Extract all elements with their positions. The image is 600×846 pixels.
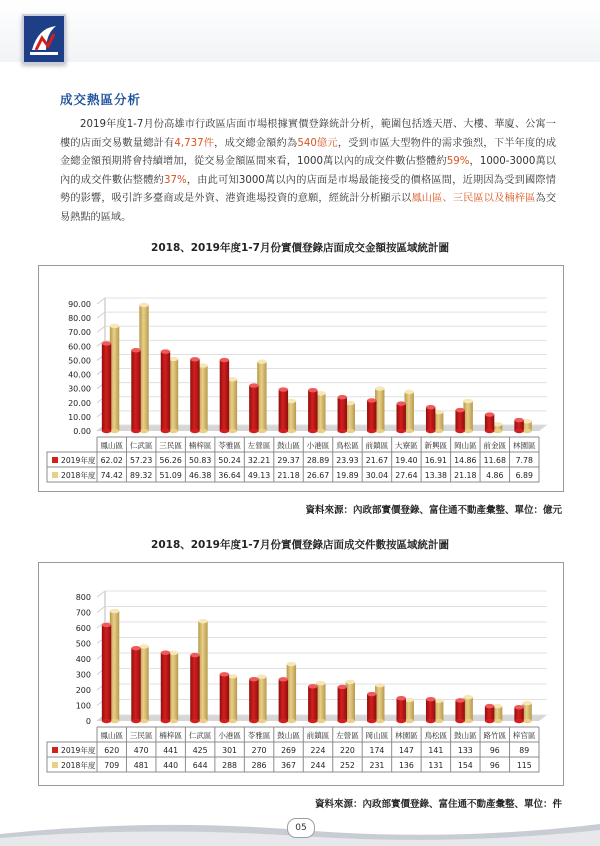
legend-swatch [52, 472, 58, 478]
table-cell: 147 [398, 746, 414, 755]
chart-title: 2018、2019年度1-7月份實價登錄店面成交金額按區域統計圖 [151, 242, 449, 254]
y-tick-label: 200 [75, 686, 91, 695]
bar-2019 [338, 395, 347, 433]
category-label: 小港區 [306, 441, 330, 450]
category-label: 三民區 [129, 731, 153, 740]
table-cell: 4.86 [486, 471, 504, 480]
table-cell: 441 [163, 746, 179, 755]
table-cell: 19.89 [336, 471, 359, 480]
table-cell: 74.42 [100, 471, 123, 480]
y-tick-label: 400 [75, 655, 91, 664]
body-text: 2019年度1-7月份高雄市行政區店面市場根據實價登錄統計分析，範圍包括透天厝、大樓、華廈、公寓一樓的店面交易數量總計有 [60, 119, 556, 149]
category-label: 鼓山區 [277, 731, 300, 740]
table-cell: 29.37 [277, 456, 300, 465]
category-label: 大寮區 [395, 441, 418, 450]
table-cell: 425 [192, 746, 208, 755]
table-cell: 56.26 [159, 456, 182, 465]
bar-2019 [485, 704, 494, 723]
table-cell: 32.21 [247, 456, 271, 465]
company-logo-icon [22, 14, 66, 64]
y-tick-label: 300 [75, 670, 91, 680]
bar-2019 [485, 412, 494, 433]
y-tick-label: 600 [75, 624, 91, 633]
count-chart [38, 562, 564, 786]
bar-2019 [279, 387, 288, 433]
table-cell: 252 [340, 761, 355, 770]
bar-2019 [367, 692, 376, 723]
y-tick-label: 50.00 [68, 356, 91, 366]
category-label: 前鎮區 [365, 441, 389, 450]
bar-2019 [455, 698, 464, 723]
table-cell: 709 [104, 761, 120, 770]
table-cell: 50.24 [218, 456, 241, 465]
table-cell: 89.32 [130, 471, 153, 480]
table-cell: 133 [457, 746, 473, 755]
table-cell: 23.93 [336, 456, 359, 465]
category-label: 仁武區 [188, 731, 212, 740]
bar-2019 [220, 672, 229, 723]
header-band [0, 0, 600, 62]
grid-line [97, 298, 105, 304]
highlight-text: 37% [164, 174, 187, 186]
bar-2019 [396, 696, 405, 723]
grid-line [97, 326, 105, 332]
table-cell: 231 [369, 761, 385, 770]
table-cell: 620 [104, 746, 120, 755]
bar-2019 [426, 697, 435, 723]
table-cell: 244 [310, 761, 326, 770]
bar-2019 [249, 677, 258, 723]
table-cell: 27.64 [395, 471, 418, 480]
table-cell: 46.38 [188, 471, 212, 480]
category-label: 岡山區 [365, 731, 389, 740]
chart-source: 資料來源：內政部實價登錄、富住通不動產彙整、單位：件 [314, 799, 562, 810]
y-tick-label: 100 [75, 701, 91, 711]
table-cell: 269 [281, 746, 296, 755]
category-label: 左營區 [247, 441, 271, 450]
bar-2019 [190, 653, 199, 723]
legend-label: 2018年度 [61, 761, 96, 770]
legend-label: 2018年度 [61, 471, 96, 480]
y-tick-label: 10.00 [68, 412, 91, 422]
category-label: 路竹區 [483, 731, 507, 740]
body-text: 為交易熱點的區域。 [60, 193, 557, 223]
table-cell: 174 [369, 746, 385, 755]
table-cell: 16.91 [424, 456, 448, 465]
table-cell: 19.40 [395, 456, 418, 465]
table-cell: 470 [133, 746, 149, 755]
legend-swatch [52, 457, 58, 463]
chart-source: 資料來源：內政部實價登錄、富住通不動產彙整、單位：億元 [305, 505, 562, 516]
table-cell: 136 [398, 761, 414, 770]
y-tick-label: 500 [75, 639, 91, 649]
table-cell: 367 [281, 761, 296, 770]
category-label: 鳥松區 [424, 731, 448, 740]
table-cell: 270 [251, 746, 267, 755]
bar-2019 [279, 677, 288, 723]
legend-label: 2019年度 [61, 456, 96, 465]
body-text: ，成交總金額約為 [214, 137, 298, 149]
table-cell: 49.13 [247, 471, 271, 480]
table-cell: 30.04 [365, 471, 389, 480]
y-tick-label: 80.00 [68, 314, 91, 324]
grid-line [97, 591, 105, 597]
table-cell: 51.09 [159, 471, 182, 480]
table-cell: 96 [489, 761, 500, 770]
bar-2019 [190, 357, 199, 433]
bar-2019 [514, 705, 523, 723]
table-cell: 57.23 [130, 456, 153, 465]
bar-2019 [249, 383, 258, 433]
table-cell: 28.89 [306, 456, 330, 465]
bar-2019 [367, 398, 376, 433]
category-label: 鼓山區 [277, 441, 300, 450]
table-cell: 62.02 [100, 456, 123, 465]
amount-chart [38, 265, 564, 492]
table-cell: 141 [428, 746, 444, 755]
category-label: 岡山區 [453, 441, 477, 450]
table-cell: 301 [222, 746, 238, 755]
body-text: ，1000-3000萬以內的成交件數佔整體約 [60, 156, 556, 186]
section-title: 成交熱區分析 [60, 92, 142, 107]
body-text: ，受到市區大型物件的需求強烈，下半年度的成金總金額預期將會持續增加，從交易金額區間來看，1000萬以內的成交件數佔整體約 [60, 137, 557, 168]
category-label: 梓官區 [512, 731, 536, 740]
category-label: 林園區 [395, 731, 418, 740]
category-label: 鳳山區 [100, 731, 124, 740]
bar-2019 [338, 685, 347, 724]
bar-2019 [514, 418, 523, 433]
table-cell: 11.68 [483, 456, 506, 465]
category-label: 鳥松區 [336, 441, 359, 450]
category-label: 前金區 [483, 441, 507, 450]
bar-2019 [102, 341, 111, 433]
y-tick-label: 40.00 [68, 370, 91, 380]
table-cell: 13.38 [424, 471, 448, 480]
table-cell: 21.67 [365, 456, 389, 465]
y-tick-label: 0.00 [73, 427, 91, 436]
table-cell: 440 [163, 761, 179, 770]
category-label: 楠梓區 [188, 441, 212, 450]
legend-label: 2019年度 [61, 746, 96, 755]
legend-swatch [52, 747, 58, 753]
grid-line [97, 607, 105, 613]
page-number: 05 [287, 818, 315, 838]
table-cell: 224 [310, 746, 326, 755]
bar-2019 [131, 646, 140, 723]
category-label: 鳳山區 [100, 441, 124, 450]
table-cell: 21.18 [454, 471, 477, 480]
body-text: ，由此可知3000萬以內的店面是市場最能接受的價格區間，近期因為受到國際情勢的影響，吸引許多臺商或是外資、港資進場投資的意願，經統計分析顯示以 [60, 174, 556, 205]
table-cell: 6.89 [515, 471, 533, 480]
y-tick-label: 0 [85, 717, 91, 726]
bar-2019 [131, 348, 140, 433]
table-cell: 7.78 [515, 456, 533, 465]
highlight-text: 鳳山區、三民區以及楠梓區 [411, 193, 536, 205]
table-cell: 96 [489, 746, 500, 755]
bar-2019 [161, 349, 170, 433]
table-cell: 89 [519, 746, 530, 755]
y-tick-label: 90.00 [68, 300, 91, 309]
category-label: 小港區 [218, 731, 241, 740]
category-label: 鼓山區 [453, 731, 477, 740]
category-label: 苓雅區 [247, 731, 271, 740]
table-cell: 26.67 [306, 471, 330, 480]
table-cell: 115 [516, 761, 532, 770]
highlight-text: 59% [446, 156, 470, 168]
category-label: 左營區 [336, 731, 359, 740]
bar-2019 [308, 388, 317, 433]
table-cell: 36.64 [218, 471, 241, 480]
table-cell: 286 [251, 761, 267, 770]
table-cell: 21.18 [277, 471, 300, 480]
category-label: 前鎮區 [306, 731, 330, 740]
grid-line [97, 312, 105, 318]
chart-title: 2018、2019年度1-7月份實價登錄店面成交件數按區域統計圖 [151, 539, 449, 551]
category-label: 苓雅區 [218, 441, 241, 450]
bar-2019 [161, 650, 170, 723]
table-cell: 288 [222, 761, 238, 770]
table-cell: 14.86 [454, 456, 477, 465]
table-cell: 481 [133, 761, 149, 770]
highlight-text: 4,737件 [174, 137, 215, 149]
bar-2019 [220, 358, 229, 433]
category-label: 楠梓區 [159, 731, 183, 740]
category-label: 三民區 [159, 441, 183, 450]
bar-2019 [455, 408, 464, 433]
y-tick-label: 20.00 [68, 398, 91, 408]
table-cell: 220 [340, 746, 355, 755]
y-tick-label: 800 [75, 593, 91, 602]
bar-2019 [426, 405, 435, 433]
y-tick-label: 700 [75, 608, 91, 618]
analysis-paragraph [60, 116, 556, 228]
category-label: 林園區 [512, 441, 536, 450]
legend-swatch [52, 762, 58, 768]
y-tick-label: 70.00 [68, 328, 91, 338]
bar-2019 [308, 684, 317, 723]
y-tick-label: 30.00 [68, 384, 91, 394]
y-tick-label: 60.00 [68, 342, 91, 352]
table-cell: 50.83 [188, 456, 212, 465]
category-label: 仁武區 [129, 441, 153, 450]
table-cell: 644 [192, 761, 208, 770]
table-cell: 131 [428, 761, 444, 770]
bar-2019 [396, 401, 405, 433]
category-label: 新興區 [424, 441, 448, 450]
bar-2019 [102, 623, 111, 724]
highlight-text: 540億元 [297, 137, 338, 149]
table-cell: 154 [457, 761, 473, 770]
